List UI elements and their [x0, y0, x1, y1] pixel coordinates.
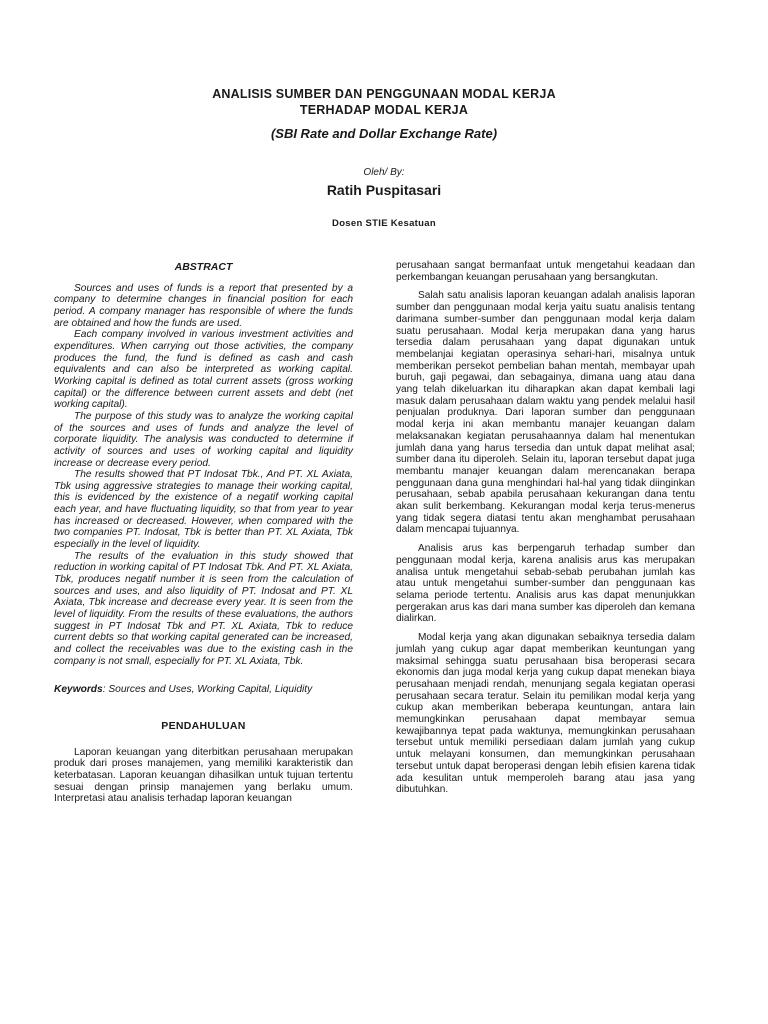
- abstract-paragraph: The purpose of this study was to analyze the working capital of the sources and uses of funds and analyze the level of corporate liquidity. The analysis was conducted to determine if activity of sources and uses of working capital and liquidity increase or decrease every period.: [54, 410, 353, 469]
- pendahuluan-left-body: [54, 747, 353, 805]
- body-paragraph: perusahaan sangat bermanfaat untuk mengetahui keadaan dan perkembangan keuangan perusahaan yang bersangkutan.: [396, 260, 695, 283]
- body-paragraph: Salah satu analisis laporan keuangan adalah analisis laporan sumber dan penggunaan modal kerja yaitu suatu analisis tentang darimana sumber-sumber dan penggunaan modal kerja dalam suatu perusahaan. Modal kerja merupakan dana yang harus tersedia dalam perusahaan yang dapat digunakan untuk membelanjai kegiatan operasinya sehari-hari, misalnya untuk memberikan persekot pembelian bahan mentah, membayar upah buruh, gaji pegawai, dan sebagainya, dimana uang atau dana yang telah dikeluarkan itu diharapkan akan dapat kembali lagi masuk dalam perusahaan dalam waktu yang pendek melalui hasil penjualan produknya. Dari laporan sumber dan penggunaan modal kerja ini akan membantu manajer keuangan dalam melaksanakan kegiatan perusahaannya dalam hal menentukan jumlah dana yang harus tersedia dan untuk dapat melihat asal; sumber dana itu diperoleh. Selain itu, laporan tersebut dapat juga membantu manajer keuangan dalam merencanakan berapa penggunaan dana guna menghindari hal-hal yang tidak diinginkan perusahaan, sebab apabila perusahaan kekurangan dana tentu akan sulit berkembang. Kekurangan modal kerja terus-menerus yang tidak segera diatasi tentu akan menghambat perusahaan dalam mencapai tujuannya.: [396, 290, 695, 536]
- keywords-text: : Sources and Uses, Working Capital, Liquidity: [102, 684, 313, 696]
- keywords: [54, 684, 353, 696]
- abstract-heading: ABSTRACT: [174, 261, 233, 273]
- abstract-paragraph: The results of the evaluation in this study showed that reduction in working capital of PT Indosat Tbk. And PT. XL Axiata, Tbk, produces negatif number it is seen from the calculation of sources and uses, and also liquidity of PT. Indosat and PT. XL Axiata, Tbk increase and decrease every year. It is seen from the level of liquidity. From the results of these evaluations, the authors suggest in PT Indosat Tbk and PT. XL Axiata, Tbk to reduce current debts so that working capital generated can be increased, and collect the receivables was due to the existing cash in the company is not small, especially for PT. XL Axiata, Tbk.: [54, 550, 353, 667]
- body-paragraph: Laporan keuangan yang diterbitkan perusahaan merupakan produk dari proses manajemen, yang memiliki karakteristik dan keterbatasan. Laporan keuangan dihasilkan untuk tujuan tertentu sesuai dengan prinsip manajemen yang berlaku umum. Interpretasi atau analisis terhadap laporan keuangan: [54, 746, 353, 805]
- paper-subtitle: (SBI Rate and Dollar Exchange Rate): [270, 126, 498, 141]
- by-label: Oleh/ By:: [363, 167, 405, 178]
- title-line-1: ANALISIS SUMBER DAN PENGGUNAAN MODAL KERJA: [212, 87, 556, 101]
- author-name: Ratih Puspitasari: [326, 182, 442, 198]
- abstract-paragraph: The results showed that PT Indosat Tbk., And PT. XL Axiata, Tbk using aggressive strategies to manage their working capital, this is evidenced by the existence of a negatif working capital each year, and have fluctuating liquidity, so that from year to year has increased or decreased. However, when compared with the two companies PT. Indosat, Tbk is better than PT. XL Axiata, Tbk especially in the level of liquidity.: [54, 469, 353, 551]
- right-column: [396, 260, 695, 803]
- body-paragraph: Analisis arus kas berpengaruh terhadap sumber dan penggunaan modal kerja, karena analisis arus kas merupakan analisa untuk mengetahui sebab-sebab perubahan jumlah kas atau untuk mengetahui sumber-sumber dan penggunaan kas selama periode tertentu. Analisis arus kas dapat menunjukkan pergerakan arus kas dari mana sumber kas diperoleh dan kemana dialirkan.: [396, 543, 695, 625]
- abstract-paragraph: Sources and uses of funds is a report that presented by a company to determine changes in financial position for each period. A company manager has responsible of where the funds are obtained and how the funds are used.: [54, 282, 353, 329]
- author-affiliation: Dosen STIE Kesatuan: [332, 218, 436, 229]
- keywords-label: Keywords: [54, 684, 103, 696]
- pendahuluan-heading: PENDAHULUAN: [161, 719, 246, 732]
- title-line-2: TERHADAP MODAL KERJA: [299, 103, 469, 117]
- left-column: [54, 258, 353, 811]
- abstract-body: [54, 283, 353, 668]
- paper-title: [0, 86, 768, 118]
- abstract-paragraph: Each company involved in various investment activities and expenditures. When carrying out those activities, the company produces the fund, the fund is defined as cash and cash equivalents and can also be interpreted as working capital. Working capital is defined as total current assets (gross working capital) or the difference between current assets and debt (net working capital).: [54, 329, 353, 411]
- body-paragraph: Modal kerja yang akan digunakan sebaiknya tersedia dalam jumlah yang cukup agar dapat memberikan keuntungan yang maksimal sehingga suatu perusahaan bisa beroperasi secara ekonomis dan juga modal kerja yang cukup dapat menekan biaya perusahaan menjadi rendah, menunjang segala kegiatan operasi perusahaan secara teratur. Selain itu pemilikan modal kerja yang cukup akan memberikan beberapa keuntungan, antara lain memungkinkan perusahaan dapat membayar semua kewajibannya tepat pada waktunya, memungkinkan perusahaan tersebut untuk memiliki persediaan dalam jumlah yang cukup untuk melayani konsumen, dan memungkinkan perusahaan tersebut untuk dapat beroperasi dengan lebih efisien karena tidak ada kesulitan untuk memperoleh barang atau jasa yang dibutuhkan.: [396, 632, 695, 796]
